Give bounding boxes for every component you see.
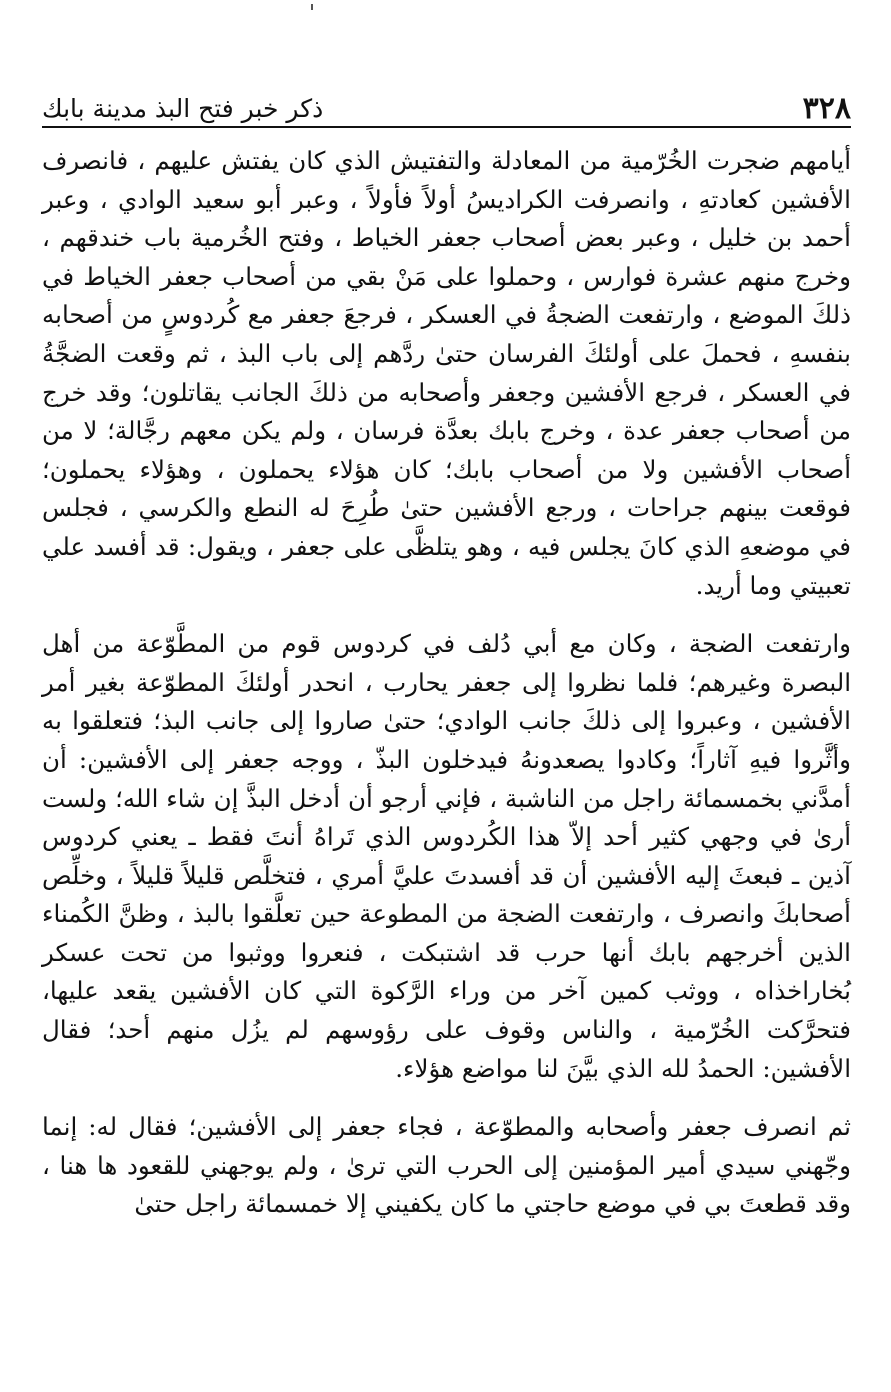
page-header xyxy=(42,80,851,126)
paragraph: وارتفعت الضجة ، وكان مع أبي دُلف في كردوس قوم من المطَّوّعة من أهل البصرة وغيرهم؛ فلما نظروا إلى جعفر يحارب ، انحدر أولئكَ المطوّعة بغير أمر الأفشين ، وعبروا إلى ذلكَ جانب الوادي؛ حتىٰ صاروا إلى جانب البذ؛ فتعلقوا به وأثَّروا فيهِ آثاراً؛ وكادوا يصعدونهُ فيدخلون البذّ ، ووجه جعفر إلى الأفشين: أن أمدَّني بخمسمائة راجل من الناشبة ، فإني أرجو أن أدخل البذَّ إن شاء الله؛ ولست أرىٰ في وجهي كثير أحد إلاّ هذا الكُردوس الذي تَراهُ أنتَ فقط ـ يعني كردوس آذين ـ فبعثَ إليه الأفشين أن قد أفسدتَ عليَّ أمري ، فتخلَّص قليلاً قليلاً ، وخلِّص أصحابكَ وانصرف ، وارتفعت الضجة من المطوعة حين تعلَّقوا بالبذ ، وظنَّ الكُمناء الذين أخرجهم بابك أنها حرب قد اشتبكت ، فنعروا ووثبوا من تحت عسكر بُخاراخذاه ، ووثب كمين آخر من وراء الرَّكوة التي كان الأفشين يقعد عليها، فتحرَّكت الخُرّمية ، والناس وقوف على رؤوسهم لم يزُل منهم أحد؛ فقال الأفشين: الحمدُ لله الذي بيَّنَ لنا مواضع هؤلاء. xyxy=(42,629,851,1083)
scan-mark xyxy=(311,4,313,10)
page-number: ٣٢٨ xyxy=(802,91,851,126)
running-title: ذكر خبر فتح البذ مدينة بابك xyxy=(42,94,324,123)
header-rule xyxy=(42,126,851,128)
paragraph: أيامهم ضجرت الخُرّمية من المعادلة والتفتيش الذي كان يفتش عليهم ، فانصرف الأفشين كعادتهِ ، وانصرفت الكراديسُ أولاً فأولاً ، وعبر أبو سعيد الوادي ، وعبر أحمد بن خليل ، وعبر بعض أصحاب جعفر الخياط ، وفتح الخُرمية باب خندقهم ، وخرج منهم عشرة فوارس ، وحملوا على مَنْ بقي من أصحاب جعفر الخياط في ذلكَ الموضع ، وارتفعت الضجةُ في العسكر ، فرجعَ جعفر مع كُردوسٍ من أصحابه بنفسهِ ، فحملَ على أولئكَ الفرسان حتىٰ ردَّهم إلى باب البذ ، ثم وقعت الضجَّةُ في العسكر ، فرجع الأفشين وجعفر وأصحابه من ذلكَ الجانب يقاتلون؛ وقد خرج من أصحاب جعفر عدة ، وخرج بابك بعدَّة فرسان ، ولم يكن معهم رجَّالة؛ لا من أصحاب الأفشين ولا من أصحاب بابك؛ كان هؤلاء يحملون ، وهؤلاء يحملون؛ فوقعت بينهم جراحات ، ورجع الأفشين حتىٰ طُرِحَ له النطع والكرسي ، فجلس في موضعهِ الذي كانَ يجلس فيه ، وهو يتلظَّى على جعفر ، ويقول: قد أفسد علي تعبيتي وما أريد. xyxy=(42,146,851,600)
page-body xyxy=(42,142,851,1224)
paragraph: ثم انصرف جعفر وأصحابه والمطوّعة ، فجاء جعفر إلى الأفشين؛ فقال له: إنما وجّهني سيدي أمير المؤمنين إلى الحرب التي ترىٰ ، ولم يوجهني للقعود ها هنا ، وقد قطعتَ بي في موضع حاجتي ما كان يكفيني إلا خمسمائة راجل حتىٰ xyxy=(42,1112,851,1219)
